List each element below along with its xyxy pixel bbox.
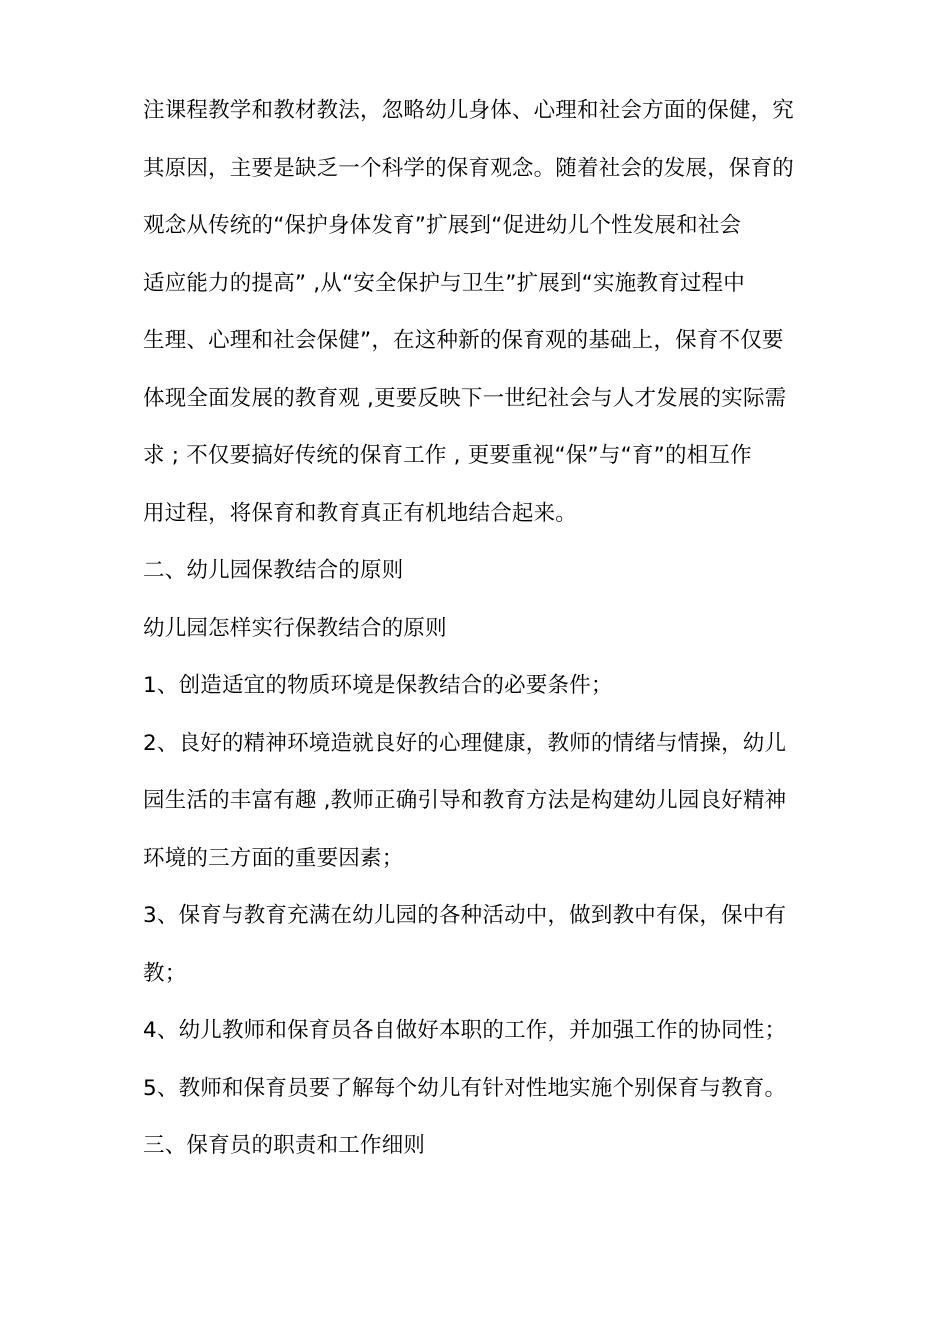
text-line-5: 生理、心理和社会保健”，在这种新的保育观的基础上，保育不仅要 [143,328,784,353]
section-heading-2: 二、幼儿园保教结合的原则 [143,558,404,583]
text-line-4: 适应能力的提高” ,从“安全保护与卫生”扩展到“实施教育过程中 [143,270,745,296]
text-line-1: 注课程教学和教材教法，忽略幼儿身体、心理和社会方面的保健，究 [143,98,795,123]
list-item-2-line-3: 环境的三方面的重要因素； [143,845,404,871]
subheading: 幼儿园怎样实行保教结合的原则 [143,615,447,641]
list-item-3-line-2: 教； [143,960,187,986]
text-line-6: 体现全面发展的教育观 ,更要反映下一世纪社会与人才发展的实际需 [143,385,787,411]
list-item-4: 4、幼儿教师和保育员各自做好本职的工作，并加强工作的协同性； [143,1018,787,1043]
list-item-3-line-1: 3、保育与教育充满在幼儿园的各种活动中，做到教中有保，保中有 [143,903,787,928]
list-item-5: 5、教师和保育员要了解每个幼儿有针对性地实施个别保育与教育。 [143,1075,787,1101]
document-body [143,89,823,1182]
list-item-2-line-2: 园生活的丰富有趣 ,教师正确引导和教育方法是构建幼儿园良好精神 [143,788,787,813]
list-item-1: 1、创造适宜的物质环境是保教结合的必要条件； [143,673,613,698]
text-line-8: 用过程，将保育和教育真正有机地结合起来。 [143,500,578,526]
text-line-2: 其原因，主要是缺乏一个科学的保育观念。随着社会的发展，保育的 [143,155,795,181]
text-line-3: 观念从传统的“保护身体发育”扩展到“促进幼儿个性发展和社会 [143,213,742,238]
section-heading-3: 三、保育员的职责和工作细则 [143,1133,426,1158]
text-line-7: 求 ; 不仅要搞好传统的保育工作 , 更要重视“保”与“育”的相互作 [143,443,752,468]
list-item-2-line-1: 2、良好的精神环境造就良好的心理健康，教师的情绪与情操，幼儿 [143,730,787,756]
